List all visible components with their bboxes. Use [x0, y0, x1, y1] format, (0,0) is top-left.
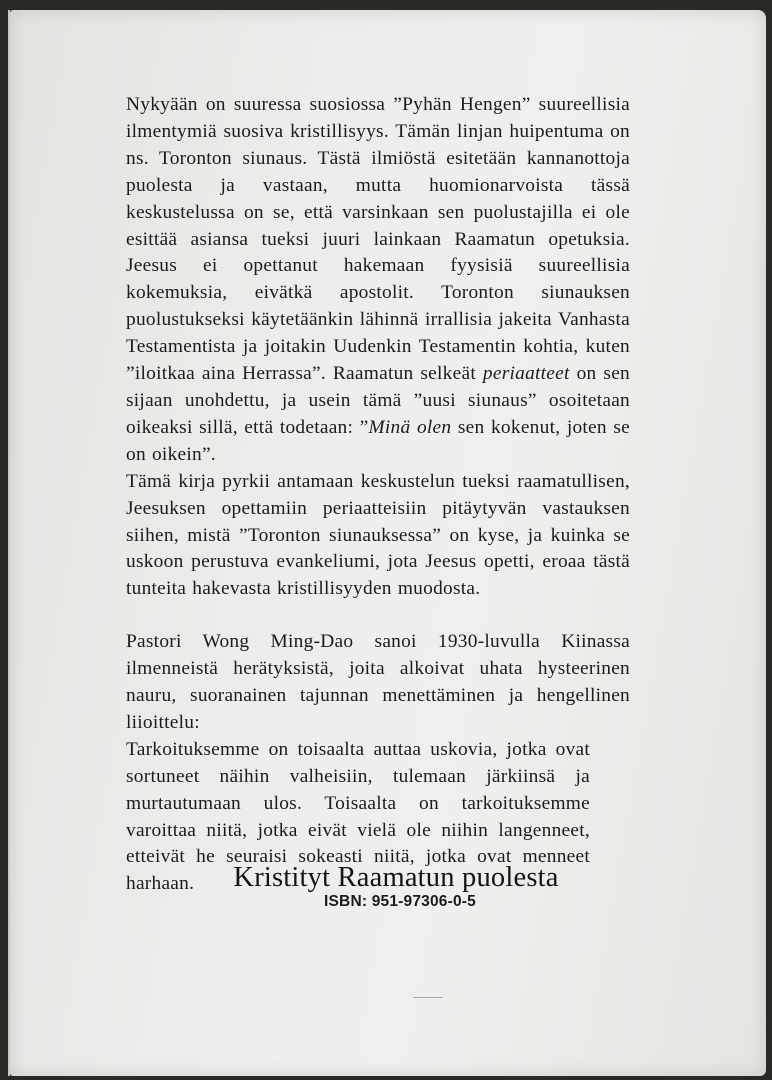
isbn-number: ISBN: 951-97306-0-5	[324, 893, 476, 910]
cover-edge	[8, 10, 10, 1076]
italic-phrase-i-have: Minä olen	[368, 416, 452, 438]
paper-crease-mark	[413, 997, 443, 998]
paragraph-book-purpose: Tämä kirja pyrkii antamaan keskustelun tueksi raamatullisen, Jeesuksen opettamiin periaatteisiin pitäytyvän vastauksen siihen, mistä ”Toronton siunauksessa” on kyse, ja kuinka se uskoon perustuva evankeliumi, jota Jeesus opetti, eroaa tästä tunteita hakevasta kristillisyyden muodosta.	[126, 470, 630, 600]
publisher-title: Kristityt Raamatun puolesta	[233, 862, 559, 893]
blurb-text	[126, 92, 630, 898]
paragraph-intro-text-cont: on sen sijaan unohdettu, ja usein tämä ”uusi siunaus” osoitetaan oikeaksi sillä, että todetaan: ”	[126, 363, 631, 438]
paragraph-intro-text-end: sen kokenut, joten se on oikein”.	[126, 416, 631, 465]
italic-word-principles: periaatteet	[482, 363, 570, 385]
block-quote: Tarkoituksemme on toisaalta auttaa uskovia, jotka ovat sortuneet näihin valheisiin, tulemaan järkiinsä ja murtautumaan ulos. Toisaalta on tarkoituksemme varoittaa niitä, jotka eivät vielä ole niihin langenneet, etteivät he seuraisi sokeasti niitä, jotka ovat menneet harhaan.	[126, 738, 590, 895]
paragraph-intro	[126, 92, 630, 469]
paragraph-intro-text: Nykyään on suuressa suosiossa ”Pyhän Hengen” suureellisia ilmentymiä suosiva kristillisyys. Tämän linjan huipentuma on ns. Toronton siunaus. Tästä ilmiöstä esitetään kannanottoja puolesta ja vastaan, mutta huomionarvoista tässä keskustelussa on se, että varsinkaan sen puolustajilla ei ole esittää asiansa tueksi juuri lainkaan Raamatun opetuksia. Jeesus ei opettanut hakemaan fyysisiä suureellisia kokemuksia, eivätkä apostolit. Toronton siunauksen puolustukseksi käytetäänkin lähinnä irrallisia jakeita Vanhasta Testamentista ja joitakin Uudenkin Testamentin kohtia, kuten ”iloitkaa aina Herrassa”. Raamatun selkeät	[126, 94, 630, 385]
paragraph-wong-ming-dao: Pastori Wong Ming-Dao sanoi 1930-luvulla Kiinassa ilmenneistä herätyksistä, joita alkoivat uhata hysteerinen nauru, suoranainen tajunnan menettäminen ja hengellinen liioittelu:	[126, 631, 630, 733]
